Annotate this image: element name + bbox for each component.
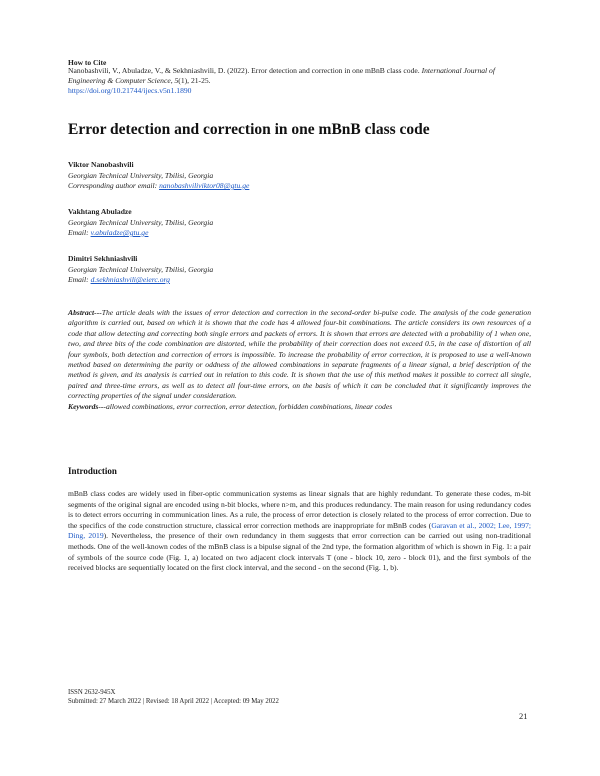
author-email-line	[68, 228, 528, 239]
author-affiliation: Georgian Technical University, Tbilisi, Georgia	[68, 264, 214, 274]
keywords-text: allowed combinations, error correction, error detection, forbidden combinations, linear codes	[105, 401, 393, 411]
footer	[68, 688, 279, 706]
submission-dates: Submitted: 27 March 2022 | Revised: 18 April 2022 | Accepted: 09 May 2022	[68, 698, 279, 705]
author-email-link[interactable]: nanobashviliviktor08@gtu.ge	[159, 181, 250, 190]
author-name: Vakhtang Abuladze	[68, 207, 132, 216]
paper-title: Error detection and correction in one mBnB class code	[68, 121, 430, 138]
author-block	[68, 160, 528, 192]
author-email-label: Corresponding author email:	[68, 181, 158, 190]
citation-issue-pages: (1), 21-25.	[178, 76, 211, 85]
author-name: Viktor Nanobashvili	[68, 160, 134, 169]
abstract-text: The article deals with the issues of error detection and correction in the second-order bi-pulse code. The analysis of the code generation algorithm is carried out, based on which it is shown that the code has 4 allowed four-bit combinations. The article considers its own resources of a code that allow detecting and correcting both single errors and packets of errors. It is shown that errors are detected with a probability of 1 when one, two, and three bits of the code combination are distorted, while the probability of their correction does not exceed 0.5, in the case of distortion of all four symbols, both detection and correction of errors is impossible. To increase the probability of error correction, it is proposed to use a well-known method based on determining the parity or oddness of the allowed combinations in separate fragments of a linear signal, a brief description of the method is given, and its analysis is carried out in relation to this code. It is shown that the use of this method makes it possible to correct all single, paired and three-time errors, as well as to detect all four-time errors, on the basis of which it can be concluded that it significantly improves the correcting properties of the signal under consideration.	[68, 308, 531, 401]
intro-text-after: ). Nevertheless, the presence of their own redundancy in them suggests that error correction can be carried out using non-traditional methods. One of the well-known codes of the mBnB class is a bipulse signal of the 2nd type, the formation algorithm of which is shown in Fig. 1: a pair of symbols of the source code (Fig. 1, a) located on two adjacent clock intervals T (one - block 10, zero - block 01), and the first symbols of the received blocks are sequentially located on the first clock interval, and the second - on the second (Fig. 1, b).	[68, 531, 532, 573]
doi-link[interactable]: https://doi.org/10.21744/ijecs.v5n1.1890	[68, 86, 192, 95]
author-email-line	[68, 181, 528, 192]
page-number: 21	[519, 711, 528, 721]
author-email-line	[68, 275, 528, 286]
keywords-label: Keywords---	[68, 401, 106, 411]
how-to-cite-heading: How to Cite	[68, 58, 107, 67]
citation-title-end: code.	[403, 66, 420, 75]
abstract	[68, 308, 531, 412]
citation-links[interactable]: Garavan et al., 2002; Lee, 1997; Ding, 2019	[68, 520, 531, 541]
abstract-label: Abstract---	[68, 308, 102, 317]
section-heading: Introduction	[68, 466, 117, 476]
author-affiliation: Georgian Technical University, Tbilisi, Georgia	[68, 170, 214, 180]
citation-journal: International Journal of Engineering & Computer Science	[68, 66, 495, 85]
author-email-label: Email:	[68, 275, 89, 284]
intro-text-before: mBnB class codes are widely used in fiber-optic communication systems as linear signals that are highly redundant. To generate these codes, m-bit segments of the original signal are encoded using n-bit blocks, where n>m, and this produces redundancy. The main reason for using redundancy codes is to detect errors occurring in communication lines. As a rule, the process of error detection is closely related to the process of error correction. Due to the specifics of the code construction structure, classical error correction methods are inappropriate for mBnB codes (	[68, 489, 531, 530]
introduction-paragraph	[68, 489, 531, 574]
author-email-label: Email:	[68, 228, 89, 237]
citation-authors: Nanobashvili, V., Abuladze, V., & Sekhniashvili, D. (2022). Error detection and correction in one mBnB class	[68, 66, 402, 75]
issn: ISSN 2632-945X	[68, 689, 116, 696]
citation-volume: 5	[174, 76, 179, 85]
author-email-link[interactable]: d.sekhniashvili@eierc.org	[90, 275, 170, 284]
citation-text: Nanobashvili, V., Abuladze, V., & Sekhniashvili, D. (2022). Error detection and correction in one mBnB class code. International Journal of Engineering & Computer Science, 5(1), 21-25. https://doi.org/10.21744/ijecs.v5n1.1890	[68, 66, 495, 95]
author-name: Dimitri Sekhniashvili	[68, 254, 138, 263]
author-email-link[interactable]: v.abuladze@gtu.ge	[90, 228, 149, 237]
author-block	[68, 207, 528, 239]
author-affiliation: Georgian Technical University, Tbilisi, Georgia	[68, 217, 214, 227]
author-block	[68, 254, 528, 286]
